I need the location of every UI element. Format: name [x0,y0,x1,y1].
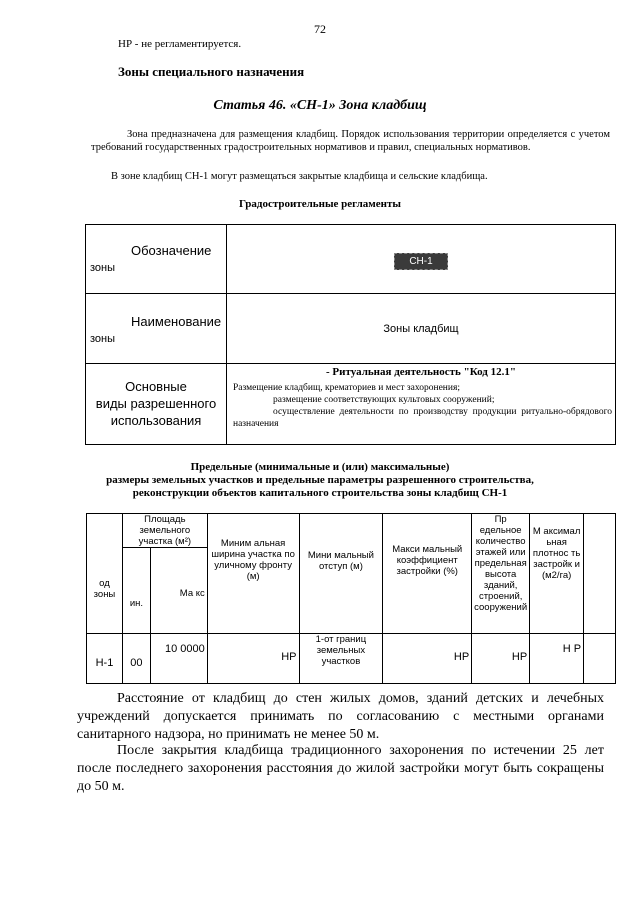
limits-title-line-2: размеры земельных участков и предельные параметры разрешенного строительства, [106,474,534,486]
name-row [86,294,616,364]
cell-width: НР [207,634,299,684]
limits-header-row [87,514,616,548]
col-floors-header: Пр едельное количество этажей или предельная высота зданий, строений, сооружений [472,514,530,634]
zone-code-badge: СН-1 [394,253,447,270]
cell-empty [584,634,616,684]
uses-text [227,378,615,430]
col-empty-header [584,514,616,634]
regulations-title: Градостроительные регламенты [238,198,401,210]
col-width-header: Миним альная ширина участка по уличному фронту (м) [207,514,299,634]
limits-title-line-1: Предельные (минимальные и (или) максимальные) [190,461,450,473]
zone-name: Зоны кладбищ [227,294,616,364]
designation-label-b: зоны [90,262,116,274]
name-label-b: зоны [90,333,116,345]
uses-line-3: осуществление деятельности по производству продукции ритуально-обрядового назначения [233,407,612,429]
cell-density: Н Р [530,634,584,684]
designation-row [86,225,616,294]
paragraph-distance: Расстояние от кладбищ до стен жилых домов, зданий детских и лечебных учреждений допускается принимать по согласованию с местными органами санитарного надзора, но принимать не менее 50 м. [77,691,604,742]
intro-paragraph-2: В зоне кладбищ СН-1 могут размещаться закрытые кладбища и сельские кладбища. [111,171,488,182]
uses-row [86,364,616,445]
uses-title: - Ритуальная деятельность "Код 12.1" [326,366,516,378]
cell-coverage: НР [383,634,472,684]
uses-label [86,364,227,445]
cell-area-max: 10 0000 [150,634,207,684]
uses-label-c: использования [110,413,202,428]
intro-paragraph-1: Зона предназначена для размещения кладбищ. Порядок использования территории определяется с учетом требований государственных градостроительных нормативов и правил, специальных нормативов. [91,129,610,153]
col-density-header: М аксимал ьная плотнос ть застройк и (м2/га) [530,514,584,634]
page-number: 72 [314,22,326,36]
name-label-a: Наименование [131,314,222,329]
uses-label-a: Основные [125,379,187,394]
section-heading: Зоны специального назначения [118,64,305,79]
col-coverage-header: Макси мальный коэффициент застройки (%) [383,514,472,634]
designation-label [86,225,227,294]
limits-table [86,513,616,684]
cell-code: Н-1 [87,634,123,684]
np-note: НР - не регламентируется. [118,38,242,50]
cell-area-min: 00 [122,634,150,684]
designation-label-a: Обозначение [131,243,212,258]
col-code-header: од зоны [87,514,123,634]
uses-cell [227,364,616,445]
limits-title-line-3: реконструкции объектов капитального строительства зоны кладбищ СН-1 [132,487,508,499]
name-label [86,294,227,364]
uses-line-1: Размещение кладбищ, крематориев и мест захоронения; [233,383,460,393]
designation-cell [227,225,616,294]
cell-setback: 1-от границ земельных участков [299,634,383,684]
uses-label-b: виды разрешенного [95,396,217,411]
col-area-header: Площадь земельного участка (м²) [122,514,207,548]
article-title: Статья 46. «СН-1» Зона кладбищ [213,98,427,113]
col-area-min-header: ин. [122,548,150,634]
paragraph-closure: После закрытия кладбища традиционного захоронения по истечении 25 лет после последнего захоронения расстояния до жилой застройки могут быть сокращены до 50 м. [77,743,604,794]
limits-data-row [87,634,616,684]
uses-line-2: размещение соответствующих культовых сооружений; [273,395,495,405]
limits-title [0,461,640,500]
col-setback-header: Мини мальный отступ (м) [299,514,383,634]
cell-floors: НР [472,634,530,684]
zone-table [85,224,616,445]
col-area-max-header: Ма кс [150,548,207,634]
